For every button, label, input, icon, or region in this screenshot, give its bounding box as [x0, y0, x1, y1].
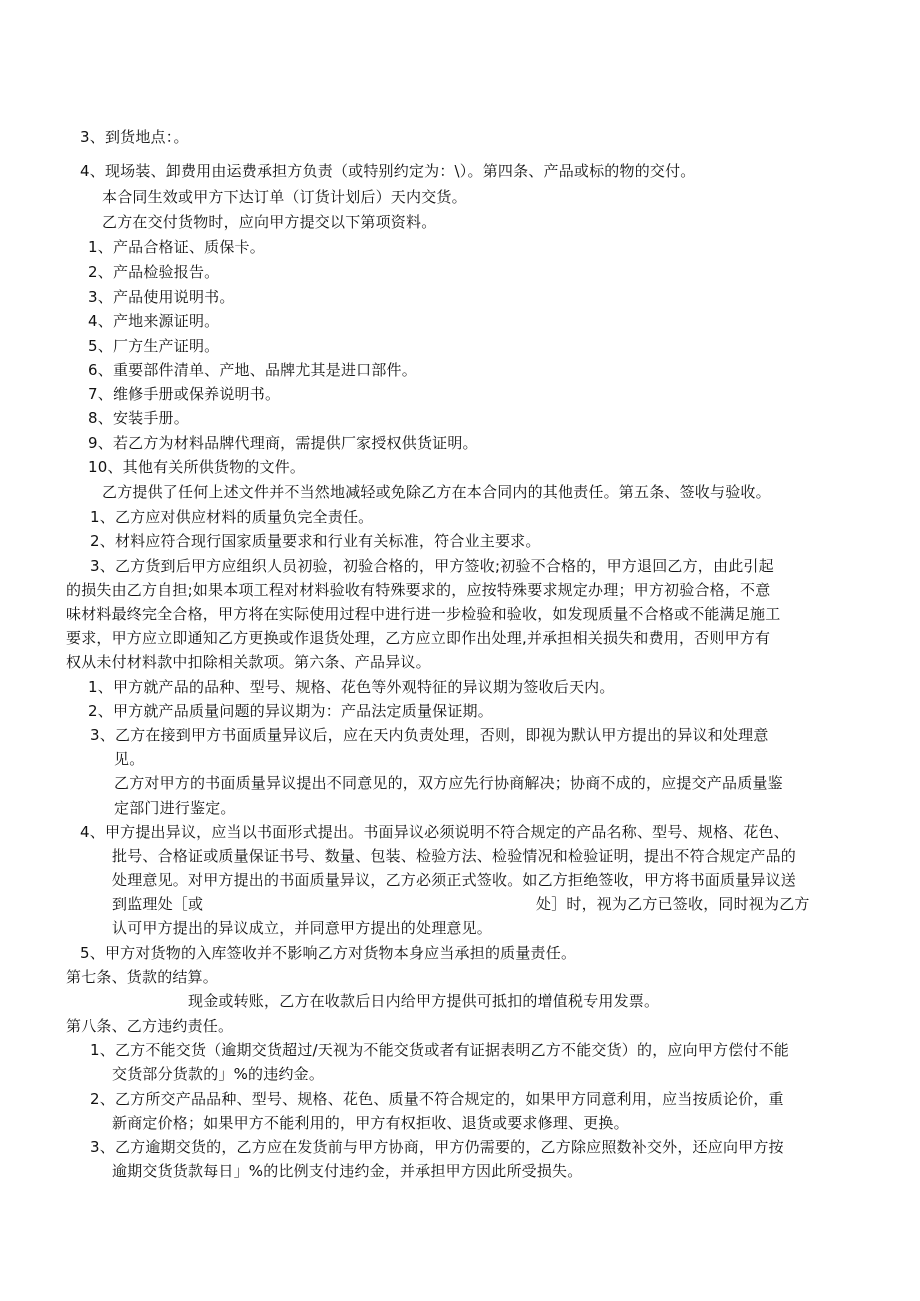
supervisor-blank-end: 处］时，视为乙方已签收，同时视为乙方 [536, 895, 810, 913]
documents-intro-line: 乙方在交付货物时，应向甲方提交以下第项资料。 [102, 213, 437, 231]
breach-item: 1、乙方不能交货（逾期交货超过/天视为不能交货或者有证据表明乙方不能交货）的，应向甲方偿付不能 [90, 1041, 790, 1059]
acceptance-item: 3、乙方货到后甲方应组织人员初验，初验合格的，甲方签收;初验不合格的，甲方退回乙方，由此引起 [90, 557, 774, 575]
loading-fee-line: 4、现场装、卸费用由运费承担方负责（或特别约定为：\）。第四条、产品或标的物的交付。 [80, 162, 696, 180]
objection-item-cont: 处理意见。对甲方提出的书面质量异议，乙方必须正式签收。如乙方拒绝签收，甲方将书面质量异议送 [112, 871, 797, 889]
document-item: 3、产品使用说明书。 [88, 288, 235, 306]
objection-item: 2、甲方就产品质量问题的异议期为：产品法定质量保证期。 [88, 702, 493, 720]
acceptance-section-line: 乙方提供了任何上述文件并不当然地减轻或免除乙方在本合同内的其他责任。第五条、签收与验收。 [102, 483, 771, 501]
objection-item: 1、甲方就产品的品种、型号、规格、花色等外观特征的异议期为签收后天内。 [88, 678, 615, 696]
breach-section-heading: 第八条、乙方违约责任。 [66, 1017, 234, 1035]
document-item: 4、产地来源证明。 [88, 312, 220, 330]
objection-item-cont: 见。 [114, 750, 145, 768]
objection-section-line: 权从未付材料款中扣除相关款项。第六条、产品异议。 [66, 653, 431, 671]
objection-item-cont: 批号、合格证或质量保证书号、数量、包装、检验方法、检验情况和检验证明，提出不符合规定产品的 [112, 847, 797, 865]
breach-item-cont: 交货部分货款的」%的违约金。 [112, 1065, 325, 1083]
payment-section-heading: 第七条、货款的结算。 [66, 968, 219, 986]
objection-item-cont: 乙方对甲方的书面质量异议提出不同意见的，双方应先行协商解决；协商不成的，应提交产品质量鉴 [114, 774, 783, 792]
document-item: 7、维修手册或保养说明书。 [88, 385, 281, 403]
document-item: 2、产品检验报告。 [88, 263, 220, 281]
document-item: 9、若乙方为材料品牌代理商，需提供厂家授权供货证明。 [88, 434, 478, 452]
supervisor-blank-start: 到监理处［或 [112, 895, 204, 913]
document-item: 8、安装手册。 [88, 409, 189, 427]
document-item: 6、重要部件清单、产地、品牌尤其是进口部件。 [88, 361, 417, 379]
breach-item: 3、乙方逾期交货的，乙方应在发货前与甲方协商，甲方仍需要的，乙方除应照数补交外，还应向甲方按 [90, 1138, 784, 1156]
objection-item: 5、甲方对货物的入库签收并不影响乙方对货物本身应当承担的质量责任。 [80, 944, 577, 962]
delivery-time-line: 本合同生效或甲方下达订单（订货计划后）天内交货。 [102, 188, 467, 206]
delivery-location-line: 3、到货地点：。 [80, 128, 189, 146]
document-item: 10、其他有关所供货物的文件。 [88, 458, 306, 476]
acceptance-item: 2、材料应符合现行国家质量要求和行业有关标准，符合业主要求。 [90, 532, 541, 550]
breach-item-cont: 逾期交货货款每日」%的比例支付违约金，并承担甲方因此所受损失。 [112, 1162, 583, 1180]
objection-item: 3、乙方在接到甲方书面质量异议后，应在天内负责处理，否则，即视为默认甲方提出的异议和处理意 [90, 726, 769, 744]
document-item: 5、厂方生产证明。 [88, 337, 220, 355]
acceptance-item-cont: 的损失由乙方自担;如果本项工程对材料验收有特殊要求的，应按特殊要求规定办理；甲方初验合格，不意 [66, 581, 771, 599]
breach-item: 2、乙方所交产品品种、型号、规格、花色、质量不符合规定的，如果甲方同意利用，应当按质论价，重 [90, 1090, 784, 1108]
document-item: 1、产品合格证、质保卡。 [88, 238, 265, 256]
objection-item: 4、甲方提出异议，应当以书面形式提出。书面异议必须说明不符合规定的产品名称、型号、规格、花色、 [80, 823, 789, 841]
objection-item-cont: 定部门进行鉴定。 [114, 799, 236, 817]
payment-method-line: 现金或转账，乙方在收款后日内给甲方提供可抵扣的增值税专用发票。 [188, 992, 660, 1010]
breach-item-cont: 新商定价格；如果甲方不能利用的，甲方有权拒收、退货或要求修理、更换。 [112, 1114, 629, 1132]
acceptance-item: 1、乙方应对供应材料的质量负完全责任。 [90, 508, 374, 526]
acceptance-item-cont: 要求，甲方应立即通知乙方更换或作退货处理，乙方应立即作出处理,并承担相关损失和费用，否则甲方有 [66, 629, 771, 647]
objection-item-cont: 认可甲方提出的异议成立，并同意甲方提出的处理意见。 [112, 919, 493, 937]
acceptance-item-cont: 味材料最终完全合格，甲方将在实际使用过程中进行进一步检验和验收，如发现质量不合格或不能满足施工 [66, 605, 781, 623]
